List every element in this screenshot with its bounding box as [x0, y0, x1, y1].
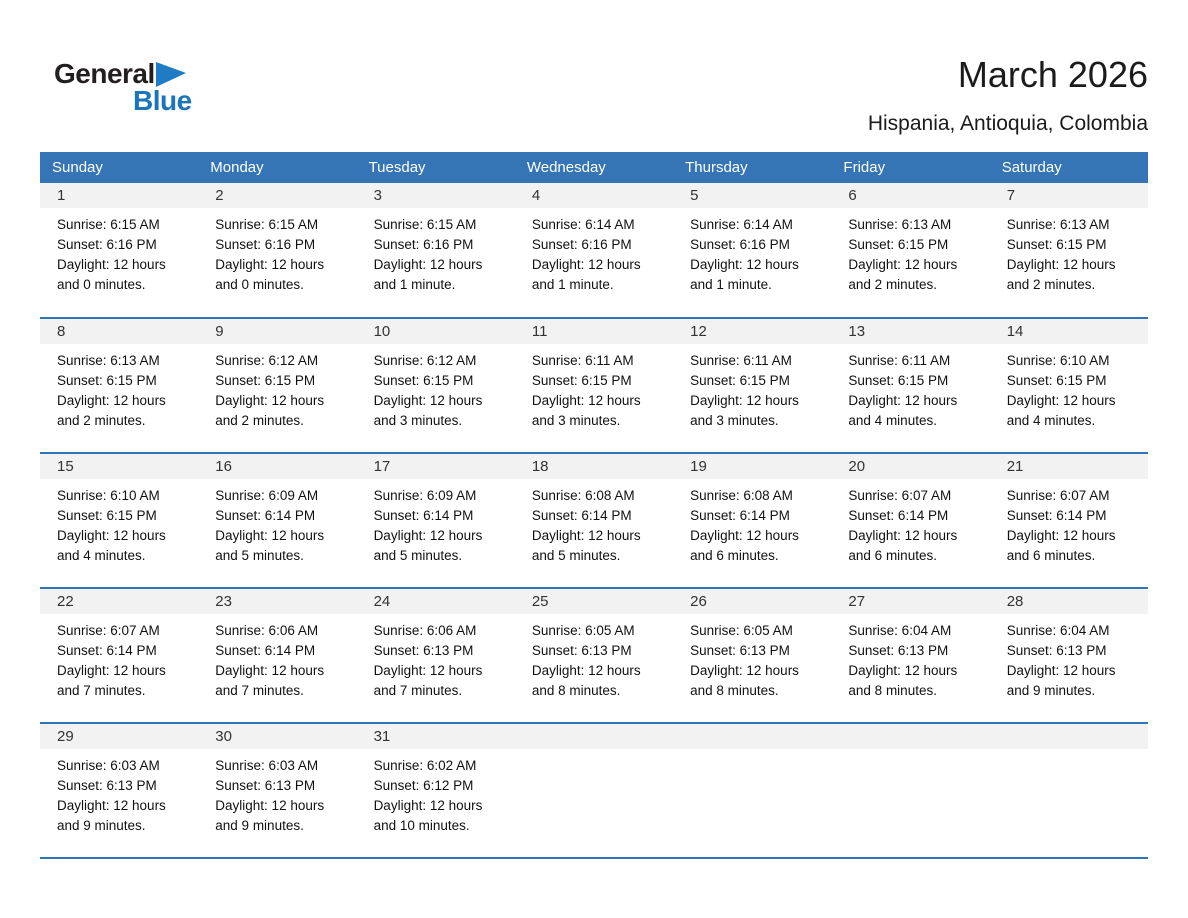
daylight-text-line2: and 3 minutes.: [373, 413, 463, 428]
day-number: 29: [40, 724, 198, 749]
logo-text-general: General: [54, 58, 155, 89]
week-row-4: [40, 588, 1148, 723]
day-cell: [198, 183, 356, 318]
day-cell: [673, 453, 831, 588]
daylight-text-line2: and 3 minutes.: [531, 413, 621, 428]
day-details: [673, 479, 831, 566]
day-number: 2: [198, 183, 356, 208]
weekday-header-saturday: Saturday: [990, 152, 1148, 183]
day-cell: [990, 453, 1148, 588]
day-details: [990, 479, 1148, 566]
day-number: 15: [40, 454, 198, 479]
sunset-text: Sunset: 6:15 PM: [1006, 237, 1107, 252]
day-cell: [990, 588, 1148, 723]
daylight-text-line2: and 7 minutes.: [373, 683, 463, 698]
day-cell: [357, 453, 515, 588]
week-row-1: [40, 183, 1148, 318]
day-details: [357, 344, 515, 431]
daylight-text-line2: and 7 minutes.: [57, 683, 146, 698]
sunset-text: Sunset: 6:15 PM: [848, 237, 949, 252]
day-cell: [515, 318, 673, 453]
day-details: [357, 614, 515, 701]
daylight-text-line2: and 10 minutes.: [373, 818, 470, 833]
sunset-text: Sunset: 6:16 PM: [373, 237, 474, 252]
week-row-2: [40, 318, 1148, 453]
daylight-text-line2: and 8 minutes.: [848, 683, 937, 698]
sunset-text: Sunset: 6:13 PM: [531, 643, 632, 658]
day-cell: [831, 453, 989, 588]
sunrise-text: Sunrise: 6:12 AM: [373, 353, 477, 368]
day-details: [198, 208, 356, 295]
day-details: [831, 344, 989, 431]
daylight-text-line1: Daylight: 12 hours: [1006, 663, 1116, 678]
daylight-text-line2: and 2 minutes.: [57, 413, 146, 428]
empty-day-cell: [673, 723, 831, 858]
weekday-header-tuesday: Tuesday: [357, 152, 515, 183]
day-cell: [673, 588, 831, 723]
sunset-text: Sunset: 6:14 PM: [690, 508, 790, 523]
day-details: [831, 479, 989, 566]
daylight-text-line2: and 1 minute.: [690, 277, 772, 292]
day-details: [515, 344, 673, 431]
week-row-5: [40, 723, 1148, 858]
sunrise-text: Sunrise: 6:06 AM: [215, 623, 319, 638]
sunrise-text: Sunrise: 6:15 AM: [373, 217, 477, 232]
day-details: [515, 479, 673, 566]
day-number: 6: [831, 183, 989, 208]
daylight-text-line1: Daylight: 12 hours: [215, 528, 325, 543]
sunrise-text: Sunrise: 6:11 AM: [531, 353, 634, 368]
sunrise-text: Sunrise: 6:11 AM: [848, 353, 951, 368]
sunset-text: Sunset: 6:14 PM: [373, 508, 474, 523]
day-cell: [831, 183, 989, 318]
daylight-text-line1: Daylight: 12 hours: [531, 393, 641, 408]
daylight-text-line2: and 2 minutes.: [1006, 277, 1096, 292]
day-details: [40, 344, 198, 431]
sunset-text: Sunset: 6:14 PM: [215, 508, 316, 523]
sunrise-text: Sunrise: 6:13 AM: [848, 217, 952, 232]
sunset-text: Sunset: 6:12 PM: [373, 778, 474, 793]
sunrise-text: Sunrise: 6:07 AM: [848, 488, 952, 503]
sunrise-text: Sunrise: 6:03 AM: [215, 758, 319, 773]
calendar-table: [40, 152, 1148, 859]
day-cell: [515, 588, 673, 723]
daylight-text-line2: and 1 minute.: [531, 277, 614, 292]
daylight-text-line1: Daylight: 12 hours: [373, 393, 483, 408]
daylight-text-line1: Daylight: 12 hours: [531, 663, 641, 678]
day-details: [673, 614, 831, 701]
day-details: [673, 208, 831, 295]
sunset-text: Sunset: 6:13 PM: [215, 778, 316, 793]
day-number: 13: [831, 319, 989, 344]
empty-day-cell: [831, 723, 989, 858]
weekday-header-sunday: Sunday: [40, 152, 198, 183]
sunset-text: Sunset: 6:16 PM: [690, 237, 790, 252]
daylight-text-line1: Daylight: 12 hours: [57, 257, 166, 272]
daylight-text-line1: Daylight: 12 hours: [215, 798, 325, 813]
daylight-text-line1: Daylight: 12 hours: [848, 528, 958, 543]
day-details: [831, 614, 989, 701]
daylight-text-line2: and 9 minutes.: [57, 818, 146, 833]
daylight-text-line2: and 9 minutes.: [215, 818, 304, 833]
day-number: 14: [990, 319, 1148, 344]
day-number: 5: [673, 183, 831, 208]
sunrise-text: Sunrise: 6:09 AM: [373, 488, 477, 503]
day-number: 26: [673, 589, 831, 614]
sunrise-text: Sunrise: 6:02 AM: [373, 758, 477, 773]
sunrise-text: Sunrise: 6:10 AM: [57, 488, 160, 503]
daylight-text-line1: Daylight: 12 hours: [1006, 393, 1116, 408]
day-cell: [357, 183, 515, 318]
day-details: [357, 479, 515, 566]
sunset-text: Sunset: 6:13 PM: [57, 778, 157, 793]
day-cell: [198, 723, 356, 858]
day-details: [198, 749, 356, 836]
daylight-text-line1: Daylight: 12 hours: [373, 663, 483, 678]
day-number: 22: [40, 589, 198, 614]
sunset-text: Sunset: 6:14 PM: [848, 508, 949, 523]
sunset-text: Sunset: 6:13 PM: [848, 643, 949, 658]
day-number: 10: [357, 319, 515, 344]
daylight-text-line1: Daylight: 12 hours: [531, 257, 641, 272]
sunrise-text: Sunrise: 6:07 AM: [57, 623, 160, 638]
day-details: [198, 479, 356, 566]
sunrise-text: Sunrise: 6:15 AM: [215, 217, 319, 232]
day-cell: [831, 318, 989, 453]
sunset-text: Sunset: 6:14 PM: [1006, 508, 1107, 523]
day-number: 12: [673, 319, 831, 344]
day-number: [990, 724, 1148, 749]
daylight-text-line2: and 7 minutes.: [215, 683, 304, 698]
sunrise-text: Sunrise: 6:05 AM: [531, 623, 635, 638]
day-details: [40, 208, 198, 295]
sunset-text: Sunset: 6:15 PM: [57, 373, 157, 388]
daylight-text-line1: Daylight: 12 hours: [1006, 528, 1116, 543]
daylight-text-line1: Daylight: 12 hours: [373, 257, 483, 272]
sunset-text: Sunset: 6:16 PM: [57, 237, 157, 252]
daylight-text-line1: Daylight: 12 hours: [57, 393, 166, 408]
sunrise-text: Sunrise: 6:15 AM: [57, 217, 160, 232]
day-number: 30: [198, 724, 356, 749]
daylight-text-line1: Daylight: 12 hours: [215, 257, 325, 272]
sunset-text: Sunset: 6:16 PM: [215, 237, 316, 252]
daylight-text-line2: and 3 minutes.: [690, 413, 779, 428]
day-number: 24: [357, 589, 515, 614]
sunset-text: Sunset: 6:15 PM: [57, 508, 157, 523]
day-details: [515, 614, 673, 701]
daylight-text-line1: Daylight: 12 hours: [690, 393, 799, 408]
day-number: 25: [515, 589, 673, 614]
day-cell: [40, 588, 198, 723]
page-header: [40, 0, 1148, 136]
day-cell: [515, 183, 673, 318]
day-cell: [990, 183, 1148, 318]
logo-text-blue: Blue: [133, 85, 192, 116]
sunrise-text: Sunrise: 6:14 AM: [531, 217, 635, 232]
daylight-text-line2: and 0 minutes.: [57, 277, 146, 292]
daylight-text-line2: and 6 minutes.: [1006, 548, 1096, 563]
day-number: 4: [515, 183, 673, 208]
day-number: 18: [515, 454, 673, 479]
sunrise-text: Sunrise: 6:04 AM: [848, 623, 952, 638]
day-details: [198, 344, 356, 431]
daylight-text-line1: Daylight: 12 hours: [57, 663, 166, 678]
day-number: 16: [198, 454, 356, 479]
day-number: 23: [198, 589, 356, 614]
day-number: 19: [673, 454, 831, 479]
daylight-text-line1: Daylight: 12 hours: [57, 528, 166, 543]
day-details: [831, 208, 989, 295]
day-number: [515, 724, 673, 749]
location-subtitle: Hispania, Antioquia, Colombia: [867, 112, 1148, 135]
day-details: [357, 749, 515, 836]
sunrise-text: Sunrise: 6:05 AM: [690, 623, 793, 638]
sunset-text: Sunset: 6:16 PM: [531, 237, 632, 252]
daylight-text-line1: Daylight: 12 hours: [215, 393, 325, 408]
daylight-text-line2: and 8 minutes.: [531, 683, 621, 698]
day-number: 7: [990, 183, 1148, 208]
daylight-text-line2: and 8 minutes.: [690, 683, 779, 698]
day-cell: [357, 318, 515, 453]
day-number: 9: [198, 319, 356, 344]
day-details: [990, 344, 1148, 431]
day-details: [198, 614, 356, 701]
day-details: [40, 479, 198, 566]
title-block: [868, 54, 1148, 136]
daylight-text-line2: and 4 minutes.: [848, 413, 937, 428]
daylight-text-line2: and 0 minutes.: [215, 277, 304, 292]
weekday-header-friday: Friday: [831, 152, 989, 183]
sunset-text: Sunset: 6:13 PM: [373, 643, 474, 658]
day-number: [673, 724, 831, 749]
sunrise-text: Sunrise: 6:10 AM: [1006, 353, 1110, 368]
day-details: [990, 208, 1148, 295]
day-cell: [198, 588, 356, 723]
day-number: [831, 724, 989, 749]
sunset-text: Sunset: 6:14 PM: [57, 643, 157, 658]
daylight-text-line1: Daylight: 12 hours: [690, 257, 799, 272]
weekday-header-thursday: Thursday: [673, 152, 831, 183]
sunset-text: Sunset: 6:15 PM: [690, 373, 790, 388]
daylight-text-line2: and 6 minutes.: [848, 548, 937, 563]
month-title: March 2026: [957, 54, 1148, 95]
daylight-text-line1: Daylight: 12 hours: [373, 528, 483, 543]
daylight-text-line1: Daylight: 12 hours: [848, 393, 958, 408]
day-cell: [198, 318, 356, 453]
weekday-header-row: [40, 152, 1148, 183]
day-number: 27: [831, 589, 989, 614]
day-cell: [40, 723, 198, 858]
general-blue-logo: [54, 60, 192, 115]
day-cell: [515, 453, 673, 588]
daylight-text-line2: and 4 minutes.: [57, 548, 146, 563]
sunset-text: Sunset: 6:15 PM: [1006, 373, 1107, 388]
sunrise-text: Sunrise: 6:09 AM: [215, 488, 319, 503]
day-cell: [673, 318, 831, 453]
daylight-text-line1: Daylight: 12 hours: [1006, 257, 1116, 272]
day-cell: [673, 183, 831, 318]
daylight-text-line2: and 6 minutes.: [690, 548, 779, 563]
daylight-text-line1: Daylight: 12 hours: [215, 663, 325, 678]
day-cell: [831, 588, 989, 723]
sunrise-text: Sunrise: 6:12 AM: [215, 353, 319, 368]
day-cell: [990, 318, 1148, 453]
day-details: [40, 614, 198, 701]
daylight-text-line2: and 1 minute.: [373, 277, 456, 292]
sunset-text: Sunset: 6:15 PM: [848, 373, 949, 388]
sunset-text: Sunset: 6:15 PM: [531, 373, 632, 388]
daylight-text-line1: Daylight: 12 hours: [848, 257, 958, 272]
daylight-text-line2: and 5 minutes.: [373, 548, 463, 563]
sunrise-text: Sunrise: 6:08 AM: [690, 488, 793, 503]
week-row-3: [40, 453, 1148, 588]
daylight-text-line2: and 5 minutes.: [531, 548, 621, 563]
day-number: 20: [831, 454, 989, 479]
sunset-text: Sunset: 6:15 PM: [215, 373, 316, 388]
day-details: [990, 614, 1148, 701]
day-details: [515, 208, 673, 295]
sunrise-text: Sunrise: 6:03 AM: [57, 758, 160, 773]
daylight-text-line1: Daylight: 12 hours: [531, 528, 641, 543]
day-details: [40, 749, 198, 836]
daylight-text-line2: and 5 minutes.: [215, 548, 304, 563]
daylight-text-line1: Daylight: 12 hours: [690, 663, 799, 678]
day-number: 8: [40, 319, 198, 344]
sunset-text: Sunset: 6:13 PM: [1006, 643, 1107, 658]
sunrise-text: Sunrise: 6:11 AM: [690, 353, 792, 368]
sunrise-text: Sunrise: 6:14 AM: [690, 217, 793, 232]
day-cell: [357, 723, 515, 858]
day-details: [673, 344, 831, 431]
sunrise-text: Sunrise: 6:13 AM: [57, 353, 160, 368]
sunrise-text: Sunrise: 6:04 AM: [1006, 623, 1110, 638]
calendar-head: [40, 152, 1148, 183]
sunset-text: Sunset: 6:15 PM: [373, 373, 474, 388]
daylight-text-line2: and 9 minutes.: [1006, 683, 1096, 698]
daylight-text-line1: Daylight: 12 hours: [57, 798, 166, 813]
sunrise-text: Sunrise: 6:13 AM: [1006, 217, 1110, 232]
day-number: 31: [357, 724, 515, 749]
day-number: 21: [990, 454, 1148, 479]
day-cell: [40, 453, 198, 588]
calendar-body: [40, 183, 1148, 858]
day-cell: [198, 453, 356, 588]
day-number: 1: [40, 183, 198, 208]
day-details: [357, 208, 515, 295]
day-number: 28: [990, 589, 1148, 614]
daylight-text-line2: and 2 minutes.: [848, 277, 937, 292]
weekday-header-wednesday: Wednesday: [515, 152, 673, 183]
sunrise-text: Sunrise: 6:06 AM: [373, 623, 477, 638]
sunset-text: Sunset: 6:14 PM: [215, 643, 316, 658]
daylight-text-line1: Daylight: 12 hours: [848, 663, 958, 678]
sunrise-text: Sunrise: 6:08 AM: [531, 488, 635, 503]
day-number: 11: [515, 319, 673, 344]
daylight-text-line1: Daylight: 12 hours: [690, 528, 799, 543]
empty-day-cell: [515, 723, 673, 858]
sunset-text: Sunset: 6:13 PM: [690, 643, 790, 658]
sunrise-text: Sunrise: 6:07 AM: [1006, 488, 1110, 503]
empty-day-cell: [990, 723, 1148, 858]
daylight-text-line1: Daylight: 12 hours: [373, 798, 483, 813]
daylight-text-line2: and 4 minutes.: [1006, 413, 1096, 428]
sunset-text: Sunset: 6:14 PM: [531, 508, 632, 523]
day-cell: [357, 588, 515, 723]
day-cell: [40, 183, 198, 318]
day-number: 17: [357, 454, 515, 479]
day-number: 3: [357, 183, 515, 208]
daylight-text-line2: and 2 minutes.: [215, 413, 304, 428]
weekday-header-monday: Monday: [198, 152, 356, 183]
day-cell: [40, 318, 198, 453]
